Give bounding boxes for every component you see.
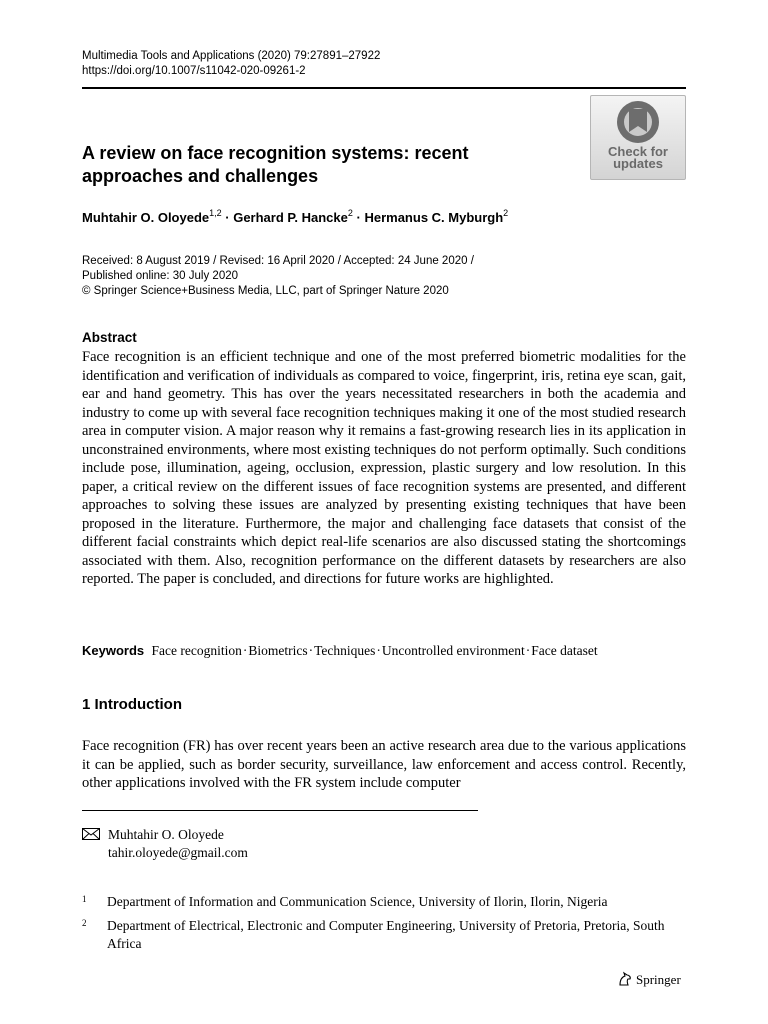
publisher-name: Springer bbox=[636, 972, 681, 987]
author-list bbox=[82, 208, 508, 225]
author-separator: · bbox=[225, 210, 234, 225]
journal-header bbox=[82, 49, 380, 79]
keyword[interactable]: Face dataset bbox=[531, 643, 598, 658]
keyword-list bbox=[152, 643, 598, 658]
badge-label: Check for updates bbox=[608, 144, 668, 171]
keyword-separator: · bbox=[242, 643, 248, 658]
abstract-text: Face recognition is an efficient technique and one of the most preferred biometric modalities for the identification and verification of individuals as compared to voice, fingerprint, iris, retina eye scan, gait, ear and hand geometry. This has over the years necessitated researchers in both the academia and industry to come up with several face recognition techniques making it one of the most studied research area in computer vision. A major reason why it remains a fast-growing research lies in its application in unconstrained environments, where most existing techniques do not perform optimally. Such conditions include pose, illumination, ageing, occlusion, expression, plastic surgery and low resolution. In this paper, a critical review on the different issues of face recognition systems are presented, and different approaches to solving these issues are analyzed by presenting existing techniques that have been proposed in the literature. Furthermore, the major and challenging face datasets that consist of the different facial constraints which depict real-life scenarios are also discussed stating the shortcomings associated with them. Also, recognition performance on the different datasets by researchers are also reported. The paper is concluded, and directions for future works are highlighted. bbox=[82, 349, 686, 587]
journal-citation: Multimedia Tools and Applications (2020) 79:27891–27922 bbox=[82, 50, 381, 62]
affiliation-item bbox=[82, 893, 677, 911]
keyword[interactable]: Uncontrolled environment bbox=[381, 643, 525, 658]
introduction-text: Face recognition (FR) has over recent years been an active research area due to the various applications it can be applied, such as border security, surveillance, law enforcement and access control. Recently, other applications involved with the FR system include computer bbox=[82, 738, 686, 791]
affiliation-number: 2 bbox=[82, 918, 87, 928]
keyword-separator: · bbox=[308, 643, 314, 658]
author-name[interactable]: Hermanus C. Myburgh bbox=[364, 210, 504, 225]
section-heading-introduction: 1 Introduction bbox=[82, 696, 182, 713]
keywords-label: Keywords bbox=[82, 643, 145, 658]
keyword[interactable]: Biometrics bbox=[248, 643, 308, 658]
check-for-updates-icon bbox=[608, 99, 668, 145]
keyword[interactable]: Face recognition bbox=[151, 643, 242, 658]
publisher-logo bbox=[617, 971, 681, 988]
author-affiliation-mark: 1,2 bbox=[209, 208, 222, 218]
header-rule bbox=[82, 87, 686, 89]
mail-icon bbox=[82, 827, 102, 844]
publication-history: Received: 8 August 2019 / Revised: 16 April 2020 / Accepted: 24 June 2020 / Published online: 30 July 2020 © Springer Science+Business Media, LLC, part of Springer Nature 2020 bbox=[82, 255, 474, 297]
doi-link[interactable]: https://doi.org/10.1007/s11042-020-09261-2 bbox=[82, 65, 306, 77]
contact-name: Muhtahir O. Oloyede bbox=[108, 827, 224, 842]
author-affiliation-mark: 2 bbox=[503, 208, 509, 218]
footnote-rule bbox=[82, 810, 478, 811]
springer-horse-icon bbox=[617, 971, 633, 987]
affiliation-text: Department of Information and Communication Science, University of Ilorin, Ilorin, Nigeria bbox=[107, 894, 608, 909]
keyword-separator: · bbox=[525, 643, 531, 658]
paper-title: A review on face recognition systems: recent approaches and challenges bbox=[82, 143, 469, 186]
corresponding-author bbox=[82, 826, 248, 861]
keyword-separator: · bbox=[376, 643, 381, 658]
contact-email[interactable]: tahir.oloyede@gmail.com bbox=[108, 845, 248, 861]
check-for-updates-badge[interactable] bbox=[590, 95, 686, 180]
affiliation-item bbox=[82, 917, 677, 953]
author-name[interactable]: Muhtahir O. Oloyede bbox=[82, 210, 210, 225]
author-name[interactable]: Gerhard P. Hancke bbox=[233, 210, 348, 225]
keyword[interactable]: Techniques bbox=[314, 643, 376, 658]
affiliation-number: 1 bbox=[82, 894, 87, 904]
author-separator: · bbox=[356, 210, 365, 225]
affiliation-text: Department of Electrical, Electronic and Computer Engineering, University of Pretoria, Pretoria, South Africa bbox=[107, 918, 665, 951]
author-affiliation-mark: 2 bbox=[347, 208, 353, 218]
abstract-heading: Abstract bbox=[82, 330, 137, 345]
keywords bbox=[82, 643, 598, 659]
